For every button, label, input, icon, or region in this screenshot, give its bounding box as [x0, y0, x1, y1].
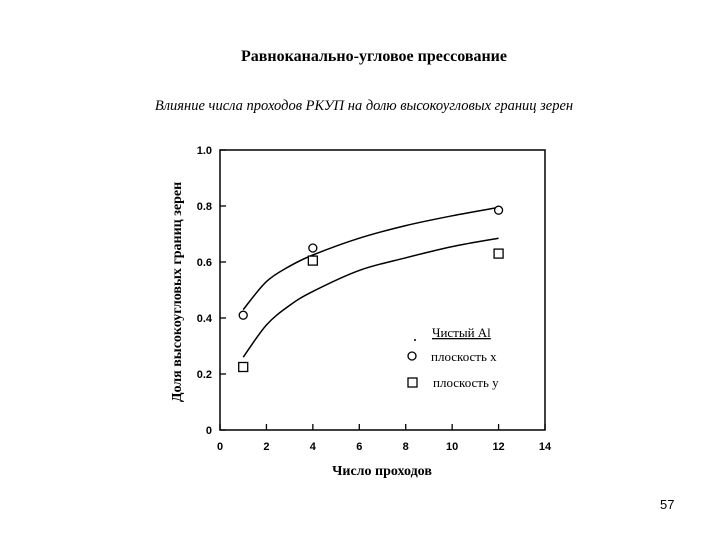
y-tick-label: 0	[205, 425, 212, 437]
slide-title: Равноканально-угловое прессование	[240, 48, 507, 65]
y-axis-label: Доля высокоугловых границ зерен	[170, 181, 185, 403]
y-tick-label: 1.0	[196, 145, 212, 157]
legend	[408, 325, 499, 390]
x-tick-label: 12	[492, 441, 505, 453]
x-tick-label: 0	[216, 441, 224, 453]
trend-line-plane-x	[243, 207, 498, 309]
x-tick-label: 4	[309, 441, 316, 453]
x-tick-label: 14	[538, 441, 552, 453]
page-number: 57	[660, 497, 675, 512]
data-point-circle	[239, 311, 247, 319]
data-markers	[239, 206, 503, 371]
y-tick-label: 0.2	[196, 369, 212, 381]
y-tick-label: 0.4	[196, 313, 212, 325]
data-point-square	[308, 256, 317, 265]
legend-square-marker	[408, 378, 417, 387]
legend-dot	[414, 339, 416, 341]
data-point-square	[494, 249, 503, 258]
x-axis-label: Число проходов	[332, 464, 432, 479]
y-tick-label: 0.8	[196, 201, 212, 213]
data-point-circle	[309, 244, 317, 252]
y-tick-label: 0.6	[196, 257, 212, 269]
x-tick-label: 8	[402, 441, 409, 453]
x-tick-label: 6	[356, 441, 363, 453]
legend-circle-marker	[408, 352, 416, 360]
x-tick-label: 2	[263, 441, 270, 453]
x-tick-label: 10	[446, 441, 459, 453]
slide-subtitle: Влияние числа проходов РКУП на долю высокоугловых границ зерен	[154, 98, 574, 114]
legend-label-plane-y: плоскость y	[433, 375, 499, 390]
legend-label-plane-x: плоскость x	[431, 349, 497, 364]
x-axis-ticks	[217, 424, 552, 453]
legend-title: Чистый Al	[432, 325, 491, 340]
y-axis-ticks	[197, 145, 226, 437]
data-point-square	[239, 363, 248, 372]
data-point-circle	[495, 206, 503, 214]
